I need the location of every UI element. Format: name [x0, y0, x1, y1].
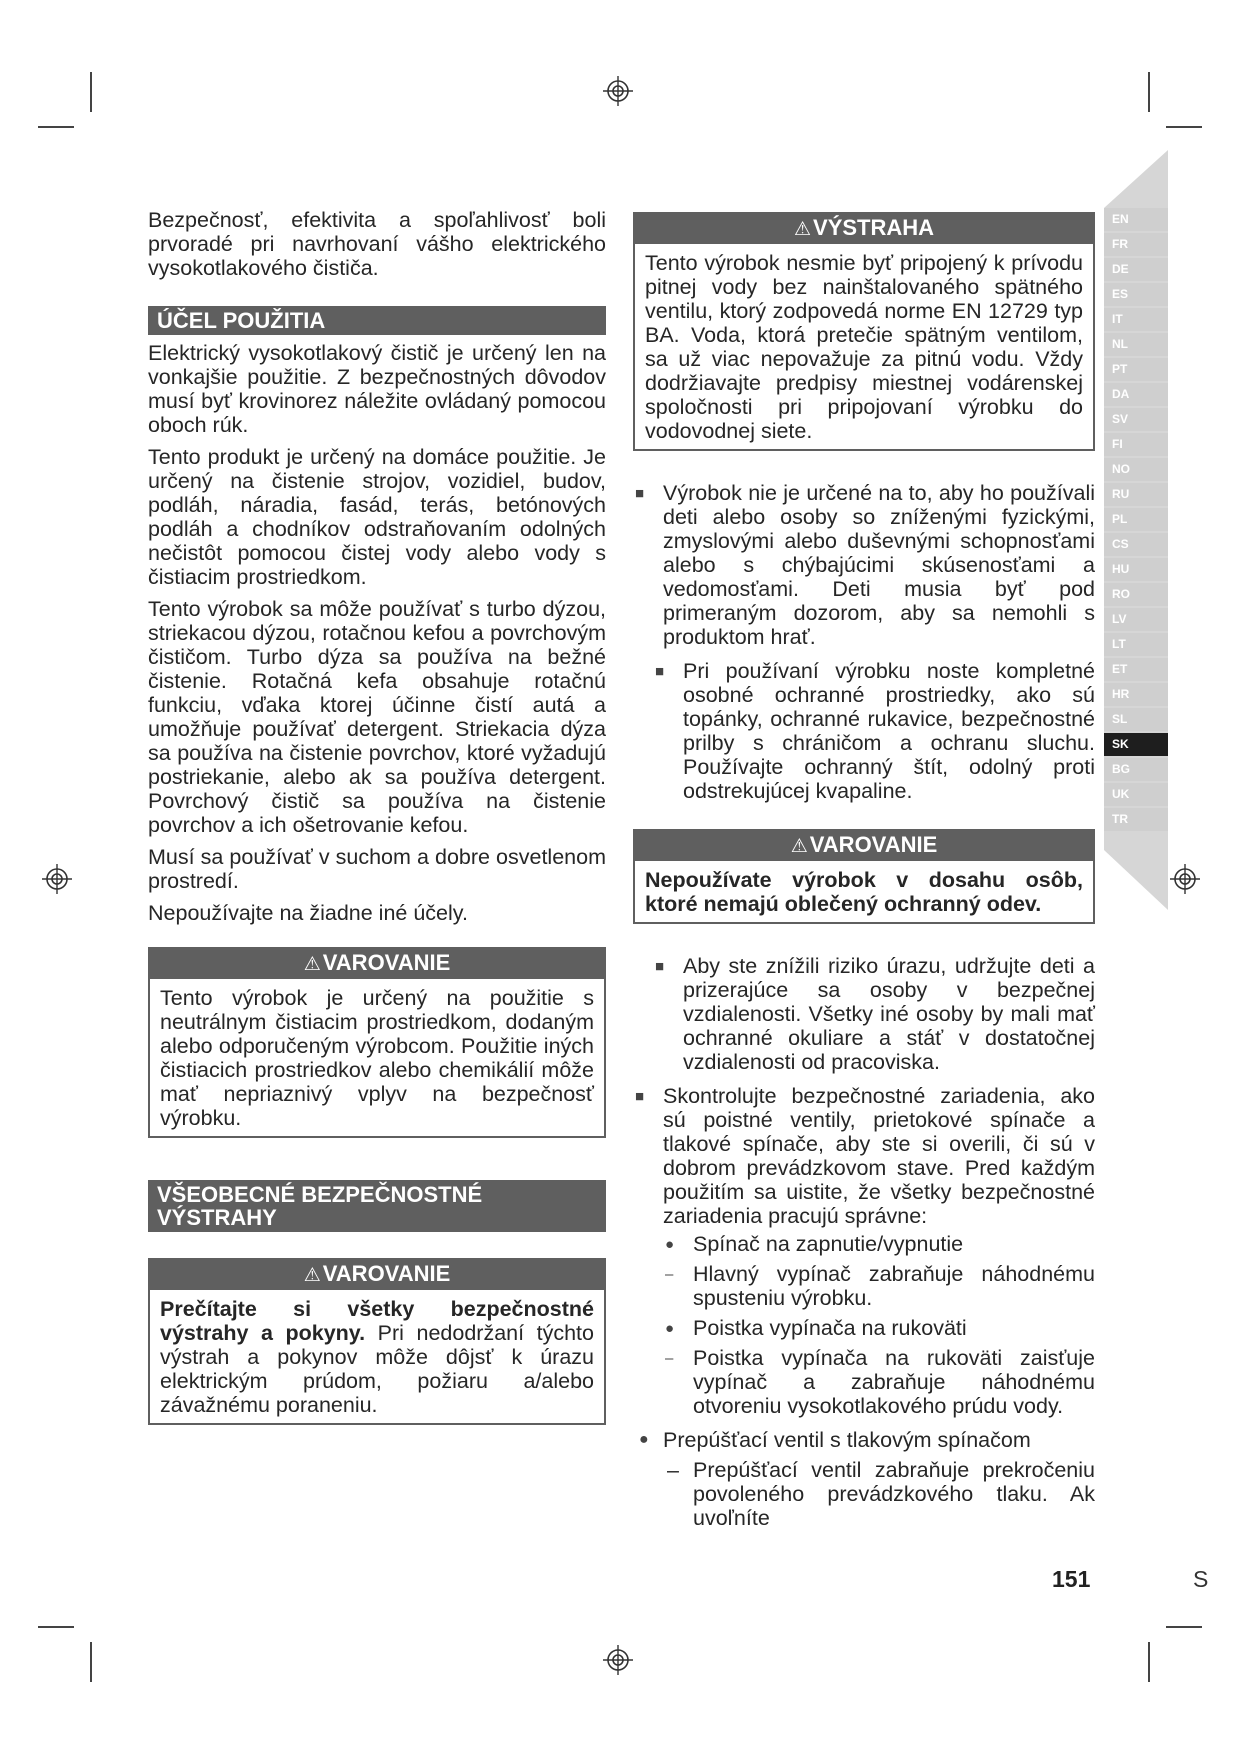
square-bullet-icon: ■: [655, 663, 665, 680]
warning-triangle-icon: ⚠: [790, 836, 808, 857]
language-tab-cs[interactable]: CS: [1104, 533, 1168, 556]
dot-item: ● Poistka vypínača na rukoväti: [665, 1316, 967, 1340]
section-heading-purpose: ÚČEL POUŽITIA: [148, 306, 606, 335]
dot-bullet-icon: ●: [639, 1431, 649, 1448]
square-bullet-icon: ■: [655, 958, 665, 975]
language-tab-fi[interactable]: FI: [1104, 433, 1168, 456]
warning-box-detergent: [148, 947, 606, 1138]
crop-mark: [1148, 1642, 1150, 1682]
section-heading-general-safety: VŠEOBECNÉ BEZPEČNOSTNÉ VÝSTRAHY: [148, 1180, 606, 1232]
square-bullet-icon: ■: [635, 1088, 645, 1105]
warning-triangle-icon: ⚠: [303, 954, 321, 975]
registration-mark-icon: [1170, 864, 1200, 894]
language-tab-tr[interactable]: TR: [1104, 808, 1168, 831]
language-tab-ru[interactable]: RU: [1104, 483, 1168, 506]
right-column: [633, 212, 1095, 1536]
registration-mark-icon: [603, 76, 633, 106]
warning-title: VÝSTRAHA: [813, 215, 935, 240]
language-tab-sk[interactable]: SK: [1104, 733, 1168, 756]
language-tab-lv[interactable]: LV: [1104, 608, 1168, 631]
language-tab-no[interactable]: NO: [1104, 458, 1168, 481]
language-tab-fr[interactable]: FR: [1104, 233, 1168, 256]
warning-title: VAROVANIE: [322, 1261, 451, 1286]
dot-item: ● Prepúšťací ventil s tlakovým spínačom: [639, 1428, 1031, 1452]
warning-triangle-icon: ⚠: [303, 1265, 321, 1286]
dash-bullet-icon: –: [667, 1458, 679, 1482]
warning-body-rest: Pri nedodržaní týchto výstrah a pokynov môže dôjsť k úrazu elektrickým prúdom, požiaru a/alebo závažnému poraneniu.: [160, 1321, 594, 1417]
square-bullet-icon: ■: [635, 485, 645, 502]
warning-box-drinking-water: [633, 212, 1095, 451]
list-item: ■ Pri používaní výrobku noste kompletné osobné ochranné prostriedky, ako sú topánky, ochranné rukavice, bezpečnostné prilby s chráničom a ochranu sluchu. Používajte ochranný štít, odolný proti odstrekujúcej kvapaline.: [655, 659, 1095, 803]
crop-mark: [90, 72, 92, 112]
dot-bullet-icon: ●: [665, 1320, 675, 1337]
language-tab-da[interactable]: DA: [1104, 383, 1168, 406]
bullet-list-2: [633, 954, 1095, 1418]
language-tab-hu[interactable]: HU: [1104, 558, 1168, 581]
language-tab-en[interactable]: EN: [1104, 208, 1168, 231]
language-tabs: [1104, 208, 1168, 833]
dash-item: – Prepúšťací ventil zabraňuje prekročeniu povoleného prevádzkového tlaku. Ak uvoľníte: [667, 1458, 1095, 1530]
purpose-paragraph-5: Nepoužívajte na žiadne iné účely.: [148, 901, 468, 925]
language-tab-sl[interactable]: SL: [1104, 708, 1168, 731]
list-item: ■ Výrobok nie je určené na to, aby ho používali deti alebo osoby so zníženými fyzickými, zmyslovými alebo duševnými schopnosťami alebo s chýbajúcimi skúsenosťami a vedomosťami. Deti musia byť pod primeraným dozorom, aby sa nemohli s produktom hrať.: [635, 481, 1095, 649]
language-tab-hr[interactable]: HR: [1104, 683, 1168, 706]
page-number: 151: [1052, 1566, 1091, 1592]
warning-body: Tento výrobok nesmie byť pripojený k prívodu pitnej vody bez nainštalovaného spätného ventilu, ktorý zodpovedá norme EN 12729 typ BA. Voda, ktorá pretečie spätným ventilom, sa už viac nepovažuje za pitnú vodu. Vždy dodržiavajte predpisy miestnej vodárenskej spoločnosti pri pripojovaní výrobku do vodovodnej siete.: [645, 251, 1083, 443]
dash-bullet-icon: –: [665, 1266, 674, 1283]
language-tab-it[interactable]: IT: [1104, 308, 1168, 331]
crop-mark: [1166, 1626, 1202, 1628]
language-tab-pl[interactable]: PL: [1104, 508, 1168, 531]
warning-triangle-icon: ⚠: [793, 219, 812, 240]
warning-title: VAROVANIE: [322, 950, 451, 975]
dot-item: ● Spínač na zapnutie/vypnutie: [665, 1232, 964, 1256]
left-column: [148, 208, 606, 1425]
language-tab-de[interactable]: DE: [1104, 258, 1168, 281]
warning-body: [150, 1290, 604, 1423]
language-tab-pt[interactable]: PT: [1104, 358, 1168, 381]
crop-mark: [38, 126, 74, 128]
crop-mark: [1148, 72, 1150, 112]
purpose-paragraph-1: Elektrický vysokotlakový čistič je určený len na vonkajšie použitie. Z bezpečnostných dôvodov musí byť krovinorez náležite ovládaný pomocou oboch rúk.: [148, 341, 606, 437]
warning-body: Nepoužívate výrobok v dosahu osôb, ktoré nemajú oblečený ochranný odev.: [645, 868, 1083, 916]
dot-bullet-icon: ●: [665, 1236, 675, 1253]
list-item: ■ Aby ste znížili riziko úrazu, udržujte deti a prizerajúce sa osoby v bezpečnej vzdialenosti. Všetky iné osoby by mali mať ochranné okuliare a stáť v dostatočnej vzdialenosti od pracoviska.: [655, 954, 1095, 1074]
language-tab-ro[interactable]: RO: [1104, 583, 1168, 606]
crop-mark: [90, 1642, 92, 1682]
language-tab-bg[interactable]: BG: [1104, 758, 1168, 781]
language-tab-sv[interactable]: SV: [1104, 408, 1168, 431]
crop-mark: [38, 1626, 74, 1628]
warning-body-bold: Prečítajte si všetky bezpečnostné výstrahy a pokyny.: [160, 1297, 594, 1345]
intro-paragraph: Bezpečnosť, efektivita a spoľahlivosť boli prvoradé pri navrhovaní vášho elektrického vysokotlakového čističa.: [148, 208, 606, 280]
list-item: ■ Skontrolujte bezpečnostné zariadenia, ako sú poistné ventily, prietokové spínače a tlakové spínače, aby ste si overili, či sú v dobrom prevádzkovom stave. Pred každým použitím sa uistite, že všetky bezpečnostné zariadenia pracujú správne: ● Spínač na zapnutie/vypnutie – Hlavný vypínač zabraňuje náhodnému spusteniu výrobku. ● Poistka vypínača na rukoväti – Poistka vypínača na rukoväti zaisťuje vypínač a zabraňuje náhodnému otvoreniu vysokotlakového prúdu vody.: [635, 1084, 1095, 1418]
registration-mark-icon: [42, 864, 72, 894]
warning-title: VAROVANIE: [809, 832, 938, 857]
language-tab-lt[interactable]: LT: [1104, 633, 1168, 656]
warning-box-protective-clothing: [633, 829, 1095, 924]
language-tab-et[interactable]: ET: [1104, 658, 1168, 681]
bullet-list-1: [633, 481, 1095, 803]
purpose-paragraph-2: Tento produkt je určený na domáce použitie. Je určený na čistenie strojov, vozidiel, budov, podláh, náradia, fasád, terás, betónových podláh a chodníkov odstraňovaním odolných nečistôt pomocou čistej vody alebo vody s čistiacim prostriedkom.: [148, 445, 606, 589]
purpose-paragraph-4: Musí sa používať v suchom a dobre osvetlenom prostredí.: [148, 845, 606, 893]
language-tab-es[interactable]: ES: [1104, 283, 1168, 306]
language-tab-uk[interactable]: UK: [1104, 783, 1168, 806]
registration-mark-icon: [603, 1645, 633, 1675]
dash-item: – Hlavný vypínač zabraňuje náhodnému spusteniu výrobku.: [665, 1262, 1095, 1310]
dash-item: – Poistka vypínača na rukoväti zaisťuje vypínač a zabraňuje náhodnému otvoreniu vysokotlakového prúdu vody.: [665, 1346, 1095, 1418]
language-tab-nl[interactable]: NL: [1104, 333, 1168, 356]
warning-box-read-instructions: [148, 1258, 606, 1425]
crop-mark: [1166, 126, 1202, 128]
purpose-paragraph-3: Tento výrobok sa môže používať s turbo dýzou, striekacou dýzou, rotačnou kefou a povrchovým čističom. Turbo dýza sa používa na bežné čistenie. Rotačná kefa obsahuje rotačnú funkciu, vďaka ktorej účinne čistí autá a umožňuje používať detergent. Striekacia dýza sa používa na čistenie povrchov, ktoré vyžadujú postriekanie, alebo ak sa používa detergent. Povrchový čistič sa používa na čistenie povrchov a ich ošetrovanie kefou.: [148, 597, 606, 837]
side-letter: S: [1193, 1566, 1209, 1592]
warning-body: Tento výrobok je určený na použitie s neutrálnym čistiacim prostriedkom, dodaným alebo odporučeným výrobcom. Použitie iných čistiacich prostriedkov alebo chemikálií môže mať nepriaznivý vplyv na bezpečnosť výrobku.: [160, 986, 594, 1130]
dash-bullet-icon: –: [665, 1350, 674, 1367]
